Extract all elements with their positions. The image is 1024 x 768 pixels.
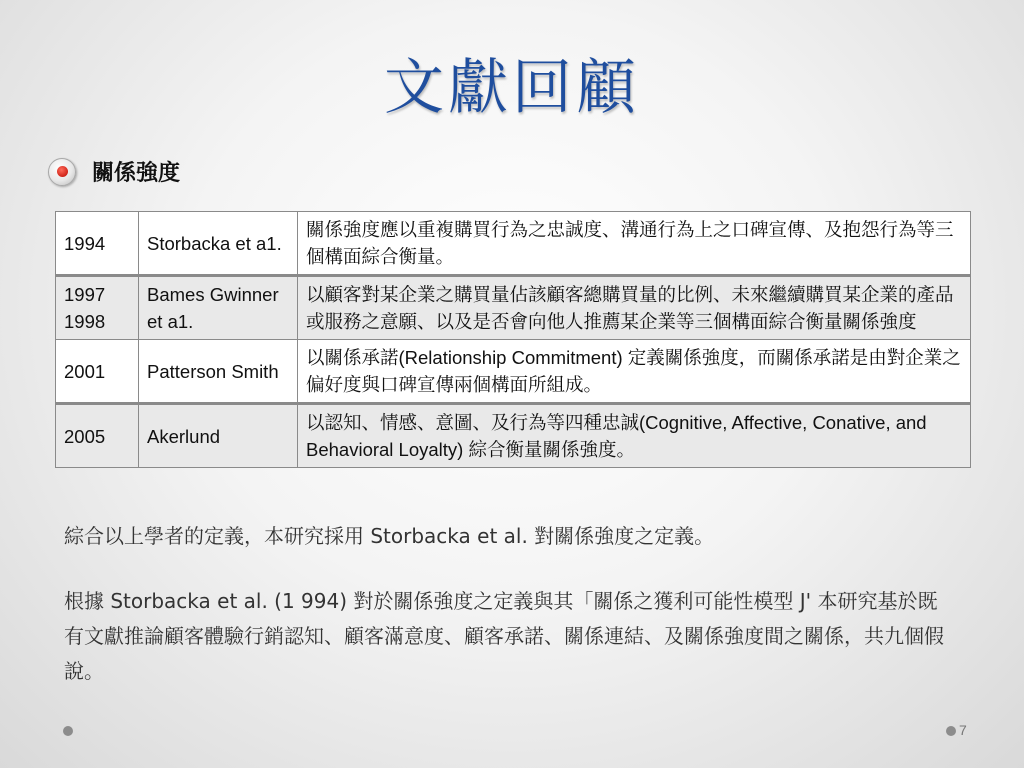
definition-cell: 以關係承諾(Relationship Commitment) 定義關係強度，而關係承諾是由對企業之偏好度與口碑宣傳兩個構面所組成。 [298, 340, 971, 404]
page-number: 7 [959, 722, 967, 738]
literature-table [55, 211, 971, 468]
year-cell: 1997 1998 [56, 276, 139, 340]
summary-paragraph: 綜合以上學者的定義，本研究採用 Storbacka et al. 對關係強度之定義。 [64, 524, 715, 548]
bullet-heading [48, 156, 180, 187]
author-cell: Bames Gwinner et a1. [139, 276, 298, 340]
table-row [56, 340, 971, 404]
definition-cell: 以認知、情感、意圖、及行為等四種忠誠(Cognitive, Affective, Conative, and Behavioral Loyalty) 綜合衡量關係強度。 [298, 404, 971, 468]
footer-left-dot [63, 726, 73, 736]
author-cell: Storbacka et a1. [139, 212, 298, 276]
slide-title: 文獻回顧 [384, 53, 640, 123]
year-cell: 2005 [56, 404, 139, 468]
bullet-label: 關係強度 [92, 161, 181, 186]
hypothesis-paragraph: 根據 Storbacka et al. (1 994) 對於關係強度之定義與其「關係之獲利可能性模型 J' 本研究基於既有文獻推論顧客體驗行銷認知、顧客滿意度、顧客承諾、關係連結、及關係強度間之關係，共九個假說。 [64, 589, 944, 683]
bullet-icon [48, 158, 76, 186]
definition-cell: 關係強度應以重複購買行為之忠誠度、溝通行為上之口碑宣傳、及抱怨行為等三個構面綜合衡量。 [298, 212, 971, 276]
definition-cell: 以顧客對某企業之購買量佔該顧客總購買量的比例、未來繼續購買某企業的產品或服務之意願、以及是否會向他人推薦某企業等三個構面綜合衡量關係強度 [298, 276, 971, 340]
year-cell: 2001 [56, 340, 139, 404]
table-row [56, 276, 971, 340]
author-cell: Akerlund [139, 404, 298, 468]
year-cell: 1994 [56, 212, 139, 276]
table-row [56, 404, 971, 468]
footer-right-dot [946, 726, 956, 736]
table-row [56, 212, 971, 276]
author-cell: Patterson Smith [139, 340, 298, 404]
